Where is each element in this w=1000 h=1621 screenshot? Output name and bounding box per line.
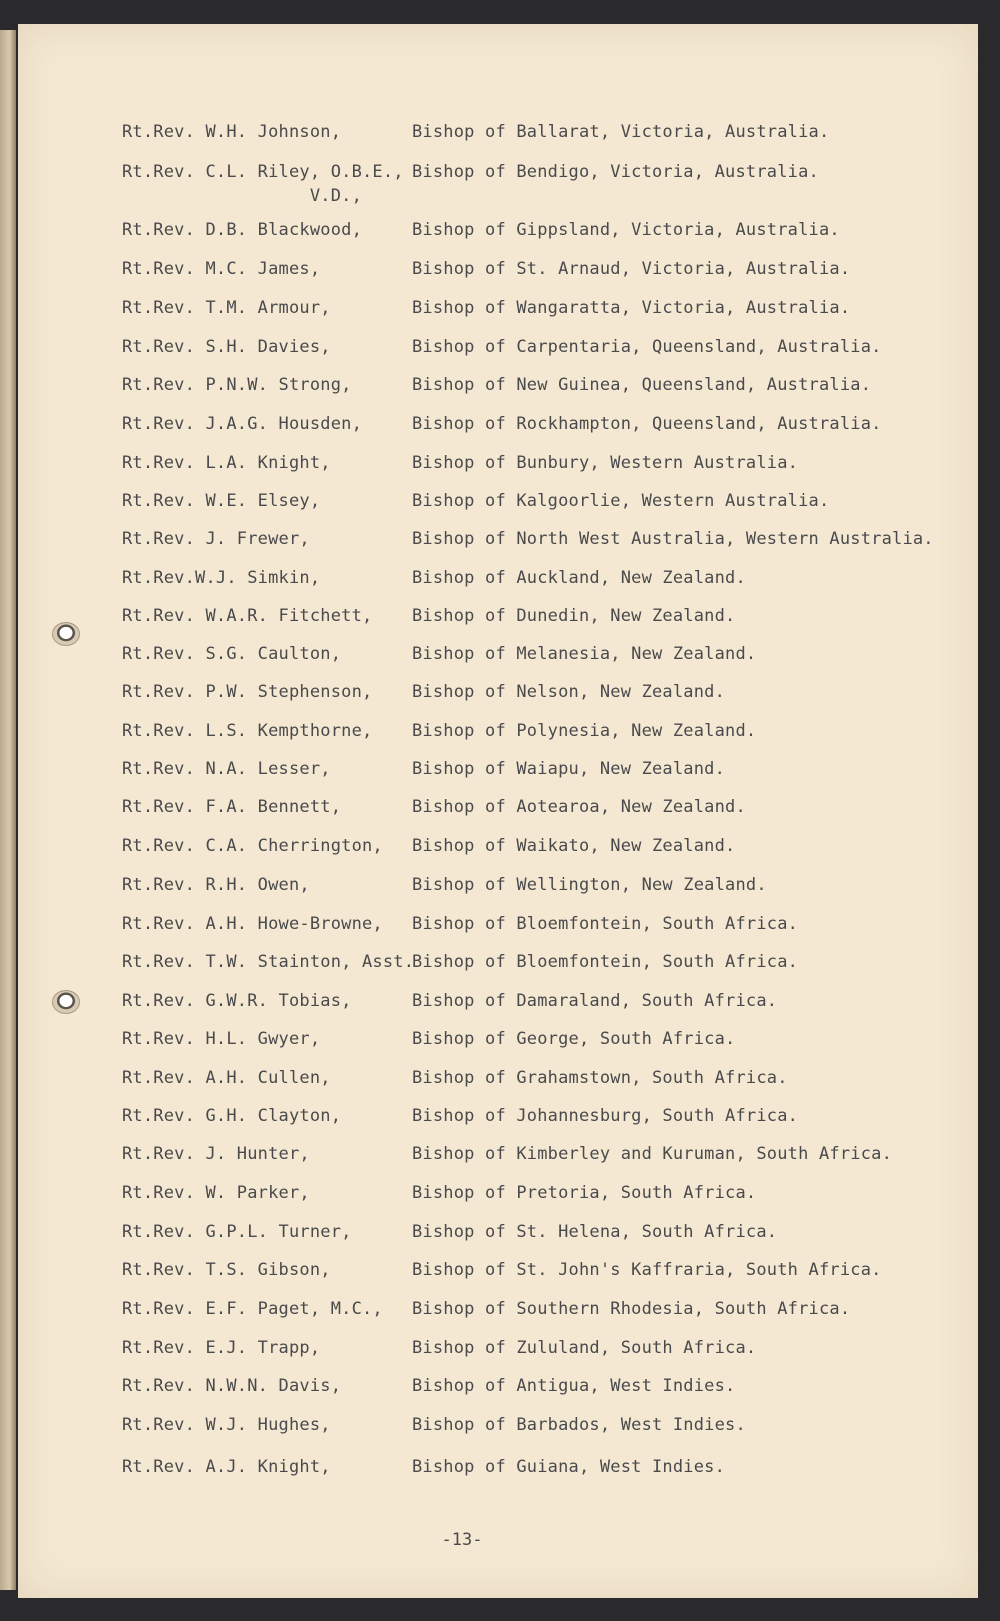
bishop-name: Rt.Rev. N.A. Lesser, — [122, 759, 331, 779]
bishop-see: Bishop of George, South Africa. — [412, 1029, 736, 1049]
bishop-name: Rt.Rev. C.L. Riley, O.B.E., V.D., — [122, 162, 404, 206]
bishop-see: Bishop of Waikato, New Zealand. — [412, 836, 736, 856]
bishop-name: Rt.Rev. J. Hunter, — [122, 1144, 310, 1164]
bishop-name: Rt.Rev. C.A. Cherrington, — [122, 836, 383, 856]
bishop-see: Bishop of Rockhampton, Queensland, Australia. — [412, 414, 882, 434]
bishop-name: Rt.Rev. J.A.G. Housden, — [122, 414, 363, 434]
bishop-name: Rt.Rev. P.N.W. Strong, — [122, 375, 352, 395]
bishop-name: Rt.Rev. P.W. Stephenson, — [122, 682, 373, 702]
bishop-see: Bishop of Zululand, South Africa. — [412, 1338, 757, 1358]
bishop-see: Bishop of Gippsland, Victoria, Australia. — [412, 220, 840, 240]
bishop-see: Bishop of Bunbury, Western Australia. — [412, 453, 799, 473]
bishop-see: Bishop of Nelson, New Zealand. — [412, 682, 726, 702]
bishop-name: Rt.Rev. W. Parker, — [122, 1183, 310, 1203]
bishop-see: Bishop of Wellington, New Zealand. — [412, 875, 767, 895]
bishop-name: Rt.Rev. W.E. Elsey, — [122, 491, 321, 511]
bishop-name: Rt.Rev. T.W. Stainton, Asst. — [122, 952, 415, 972]
bishop-name: Rt.Rev. W.H. Johnson, — [122, 122, 342, 142]
bishop-name: Rt.Rev. D.B. Blackwood, — [122, 220, 363, 240]
bishop-name: Rt.Rev. T.S. Gibson, — [122, 1260, 331, 1280]
bishop-see: Bishop of New Guinea, Queensland, Australia. — [412, 375, 872, 395]
bishop-name: Rt.Rev. G.W.R. Tobias, — [122, 991, 352, 1011]
bishop-name: Rt.Rev. H.L. Gwyer, — [122, 1029, 321, 1049]
bishop-name: Rt.Rev. L.A. Knight, — [122, 453, 331, 473]
bishop-see: Bishop of Damaraland, South Africa. — [412, 991, 778, 1011]
bishop-see: Bishop of Southern Rhodesia, South Africa. — [412, 1299, 851, 1319]
bishop-name: Rt.Rev. W.J. Hughes, — [122, 1415, 331, 1435]
bishop-see: Bishop of Barbados, West Indies. — [412, 1415, 746, 1435]
bishop-see: Bishop of Auckland, New Zealand. — [412, 568, 746, 588]
bishop-name: Rt.Rev. N.W.N. Davis, — [122, 1376, 342, 1396]
bishop-see: Bishop of Aotearoa, New Zealand. — [412, 797, 746, 817]
bishop-see: Bishop of Waiapu, New Zealand. — [412, 759, 726, 779]
bishop-see: Bishop of Wangaratta, Victoria, Australia. — [412, 298, 851, 318]
bishop-see: Bishop of North West Australia, Western Australia. — [412, 529, 934, 549]
bishop-see: Bishop of Johannesburg, South Africa. — [412, 1106, 799, 1126]
bishop-name: Rt.Rev. E.J. Trapp, — [122, 1338, 321, 1358]
page-number: -13- — [441, 1530, 483, 1550]
bishop-see: Bishop of Kalgoorlie, Western Australia. — [412, 491, 830, 511]
bishop-see: Bishop of Dunedin, New Zealand. — [412, 606, 736, 626]
bishop-name: Rt.Rev. T.M. Armour, — [122, 298, 331, 318]
bishop-name: Rt.Rev. A.H. Howe-Browne, — [122, 914, 383, 934]
bishop-name: Rt.Rev. G.P.L. Turner, — [122, 1222, 352, 1242]
bishop-see: Bishop of Guiana, West Indies. — [412, 1457, 726, 1477]
bishop-see: Bishop of St. Arnaud, Victoria, Australia. — [412, 259, 851, 279]
bishop-see: Bishop of Bloemfontein, South Africa. — [412, 952, 799, 972]
bishop-see: Bishop of Carpentaria, Queensland, Australia. — [412, 337, 882, 357]
bishop-see: Bishop of Bendigo, Victoria, Australia. — [412, 162, 819, 182]
bishop-name: Rt.Rev.W.J. Simkin, — [122, 568, 321, 588]
bishop-see: Bishop of Melanesia, New Zealand. — [412, 644, 757, 664]
bishop-see: Bishop of Grahamstown, South Africa. — [412, 1068, 788, 1088]
bishop-see: Bishop of St. Helena, South Africa. — [412, 1222, 778, 1242]
previous-page-edge — [0, 30, 16, 1590]
bishop-name: Rt.Rev. A.J. Knight, — [122, 1457, 331, 1477]
bishop-see: Bishop of Ballarat, Victoria, Australia. — [412, 122, 830, 142]
bishop-name: Rt.Rev. A.H. Cullen, — [122, 1068, 331, 1088]
bishop-see: Bishop of Polynesia, New Zealand. — [412, 721, 757, 741]
bishop-see: Bishop of Bloemfontein, South Africa. — [412, 914, 799, 934]
bishop-name: Rt.Rev. L.S. Kempthorne, — [122, 721, 373, 741]
bishop-name: Rt.Rev. G.H. Clayton, — [122, 1106, 342, 1126]
bishop-name: Rt.Rev. R.H. Owen, — [122, 875, 310, 895]
document-page — [18, 24, 978, 1598]
bishop-name: Rt.Rev. S.H. Davies, — [122, 337, 331, 357]
bishop-name: Rt.Rev. E.F. Paget, M.C., — [122, 1299, 383, 1319]
bishop-name: Rt.Rev. W.A.R. Fitchett, — [122, 606, 373, 626]
bishop-name: Rt.Rev. F.A. Bennett, — [122, 797, 342, 817]
bishop-name: Rt.Rev. J. Frewer, — [122, 529, 310, 549]
bishop-see: Bishop of Kimberley and Kuruman, South Africa. — [412, 1144, 893, 1164]
bishop-see: Bishop of Antigua, West Indies. — [412, 1376, 736, 1396]
bishop-name: Rt.Rev. M.C. James, — [122, 259, 321, 279]
bishop-see: Bishop of St. John's Kaffraria, South Africa. — [412, 1260, 882, 1280]
bishop-name: Rt.Rev. S.G. Caulton, — [122, 644, 342, 664]
binder-hole-bottom — [52, 990, 80, 1014]
bishop-see: Bishop of Pretoria, South Africa. — [412, 1183, 757, 1203]
binder-hole-top — [52, 622, 80, 646]
